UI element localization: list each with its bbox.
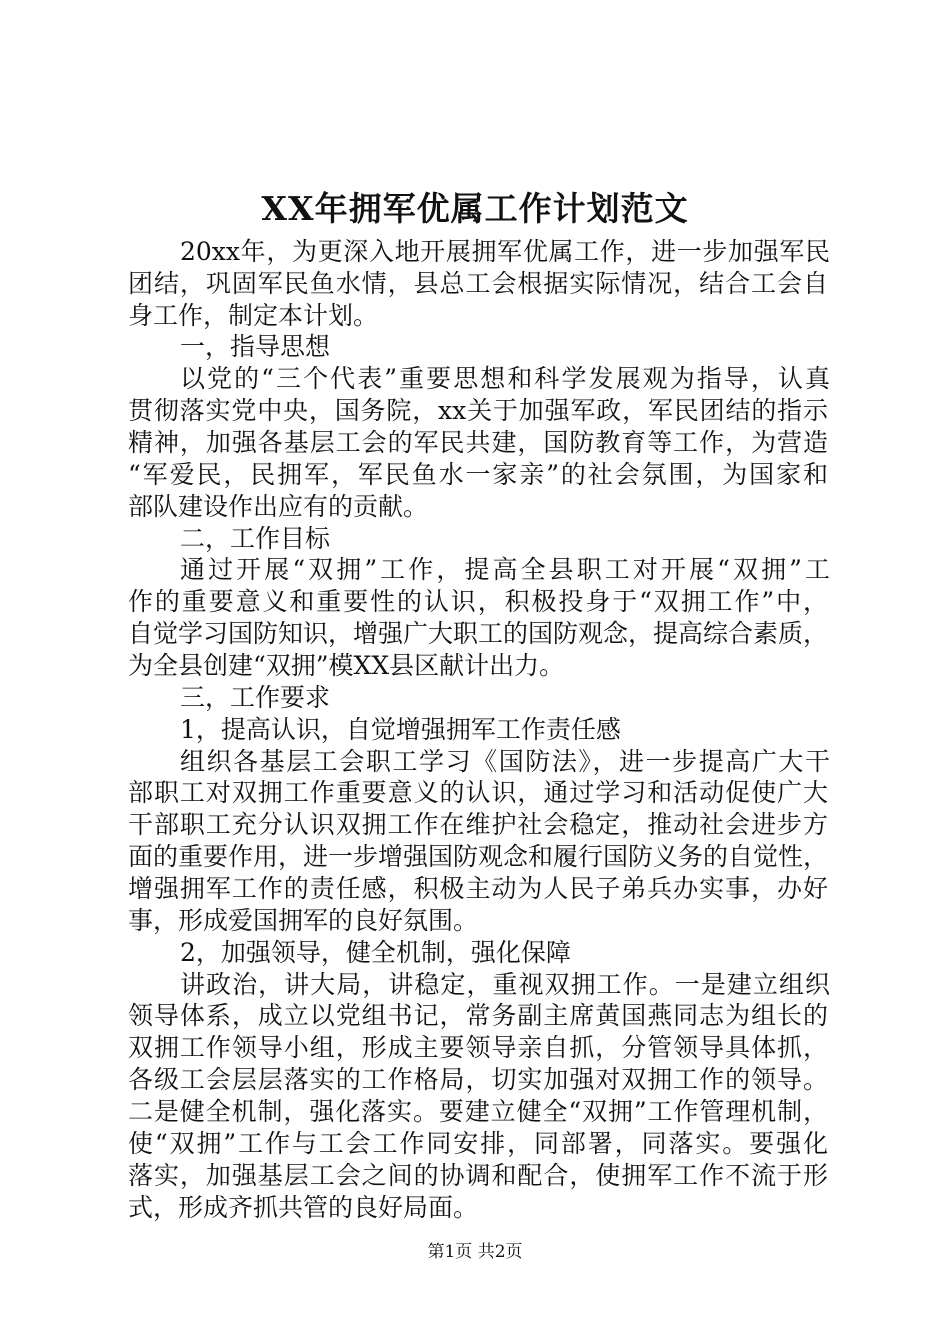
body-line: 以党的“三个代表”重要思想和科学发展观为指导，认真 — [180, 364, 830, 393]
body-line: 事，形成爱国拥军的良好氛围。 — [128, 906, 479, 935]
body-line: 20xx年，为更深入地开展拥军优属工作，进一步加强军民 — [180, 237, 830, 266]
subsection-heading: 1，提高认识，自觉增强拥军工作责任感 — [180, 715, 621, 744]
body-line: 部职工对双拥工作重要意义的认识，通过学习和活动促使广大 — [128, 778, 828, 807]
body-line: 部队建设作出应有的贡献。 — [128, 492, 429, 521]
body-line: 干部职工充分认识双拥工作在维护社会稳定，推动社会进步方 — [128, 810, 828, 839]
body-line: 讲政治，讲大局，讲稳定，重视双拥工作。一是建立组织 — [180, 970, 830, 999]
body-line: 二是健全机制，强化落实。要建立健全“双拥”工作管理机制， — [128, 1097, 828, 1126]
body-line: 自觉学习国防知识，增强广大职工的国防观念，提高综合素质， — [128, 619, 829, 648]
body-line: 面的重要作用，进一步增强国防观念和履行国防义务的自觉性， — [128, 842, 829, 871]
body-line: 身工作，制定本计划。 — [128, 301, 379, 330]
body-line: 团结，巩固军民鱼水情，县总工会根据实际情况，结合工会自 — [128, 269, 828, 298]
body-line: 增强拥军工作的责任感，积极主动为人民子弟兵办实事，办好 — [128, 874, 828, 903]
section-heading: 三，工作要求 — [180, 683, 331, 712]
body-line: 式，形成齐抓共管的良好局面。 — [128, 1193, 479, 1222]
body-line: 落实，加强基层工会之间的协调和配合，使拥军工作不流于形 — [128, 1161, 828, 1190]
page-footer: 第1页 共2页 — [427, 1242, 523, 1262]
subsection-heading: 2，加强领导，健全机制，强化保障 — [180, 938, 571, 967]
document-title: XX年拥军优属工作计划范文 — [261, 189, 689, 228]
section-heading: 一，指导思想 — [180, 332, 331, 361]
body-line: 使“双拥”工作与工会工作同安排，同部署，同落实。要强化 — [128, 1129, 828, 1158]
body-line: 贯彻落实党中央，国务院，xx关于加强军政，军民团结的指示 — [128, 396, 828, 425]
body-line: 组织各基层工会职工学习《国防法》，进一步提高广大干 — [180, 747, 830, 776]
body-line: 作的重要意义和重要性的认识，积极投身于“双拥工作”中， — [128, 587, 828, 616]
body-line: 为全县创建“双拥”模XX县区献计出力。 — [128, 651, 565, 680]
body-line: 通过开展“双拥”工作，提高全县职工对开展“双拥”工 — [180, 555, 830, 584]
body-line: 精神，加强各基层工会的军民共建，国防教育等工作，为营造 — [128, 428, 828, 457]
body-line: “军爱民，民拥军，军民鱼水一家亲”的社会氛围，为国家和 — [128, 460, 828, 489]
body-line: 各级工会层层落实的工作格局，切实加强对双拥工作的领导。 — [128, 1065, 828, 1094]
body-line: 领导体系，成立以党组书记，常务副主席黄国燕同志为组长的 — [128, 1001, 828, 1030]
section-heading: 二，工作目标 — [180, 524, 331, 553]
body-line: 双拥工作领导小组，形成主要领导亲自抓，分管领导具体抓， — [128, 1033, 828, 1062]
